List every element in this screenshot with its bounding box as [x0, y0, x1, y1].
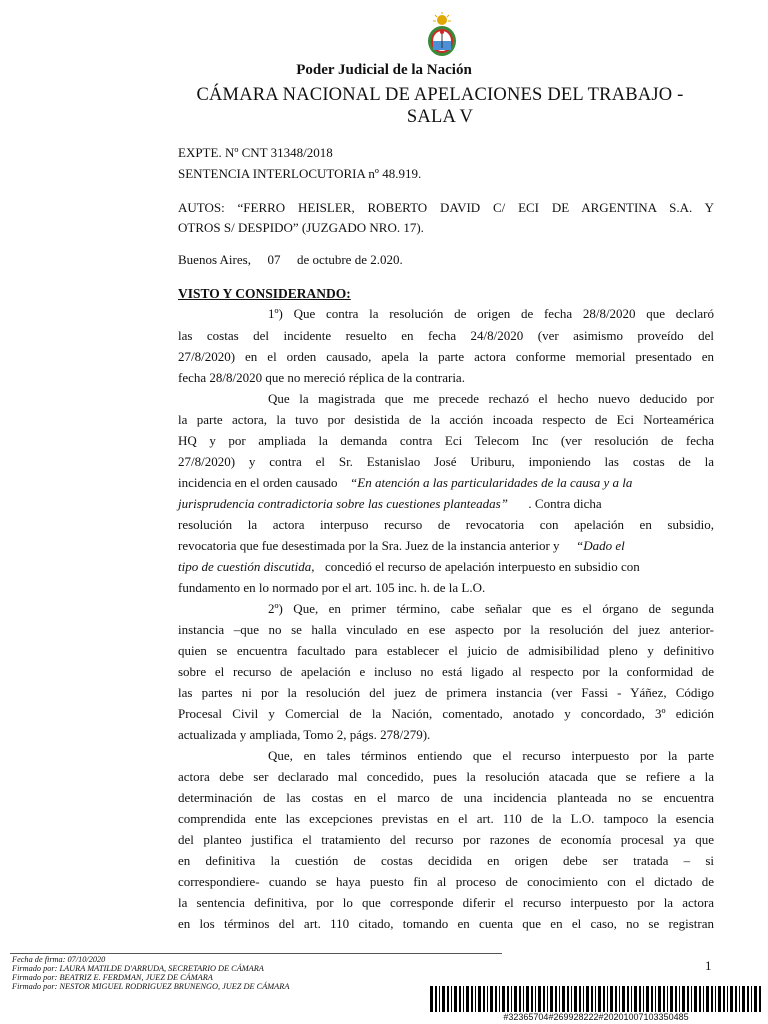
document-date — [178, 252, 403, 268]
body-text: revocatoria que fue desestimada por la Sra. Juez de la instancia anterior y — [178, 538, 560, 553]
body-line: las partes ni por la resolución del juez de primera instancia (ver Fassi - Yáñez, Código — [178, 685, 714, 700]
case-number: EXPTE. Nº CNT 31348/2018 — [178, 145, 333, 160]
page-number: 1 — [705, 958, 712, 973]
organization-name: Poder Judicial de la Nación — [296, 62, 472, 78]
quoted-text: jurisprudencia contradictoria sobre las cuestiones planteadas” — [178, 496, 508, 511]
signer-line: Firmado por: NESTOR MIGUEL RODRIGUEZ BRUNENGO, JUEZ DE CÁMARA — [12, 982, 290, 991]
body-line: instancia –que no se halla vinculado en ese aspecto por la resolución del juez anterior- — [178, 622, 714, 637]
barcode-number: #32365704#269928222#20201007103350485 — [503, 1012, 689, 1022]
quoted-text: “En atención a las particularidades de la causa y a la — [350, 475, 633, 490]
body-line: quien se encuentra facultado para establecer el juicio de admisibilidad pleno y definitivo — [178, 643, 714, 658]
date-month-year: de octubre de 2.020. — [296, 252, 403, 267]
date-city: Buenos Aires, — [178, 252, 251, 267]
body-line: Que, en tales términos entiendo que el recurso interpuesto por la parte — [268, 748, 714, 763]
body-line — [178, 475, 632, 491]
section-heading: VISTO Y CONSIDERANDO: — [178, 286, 351, 301]
sentence-number: SENTENCIA INTERLOCUTORIA nº 48.919. — [178, 166, 422, 181]
body-line: comprendida ente las excepciones previstas en el art. 110 de la L.O. tampoco la esencia — [178, 811, 714, 826]
footer-divider — [10, 953, 502, 954]
body-line: Procesal Civil y Comercial de la Nación, comentado, anotado y concordado, 3º edición — [178, 706, 714, 721]
body-line: 2º) Que, en primer término, cabe señalar que es el órgano de segunda — [268, 601, 714, 616]
court-name-line-1: CÁMARA NACIONAL DE APELACIONES DEL TRABAJO - — [196, 85, 684, 105]
body-line: fecha 28/8/2020 que no mereció réplica de la contraria. — [178, 370, 465, 385]
quoted-text: tipo de cuestión discutida, — [178, 559, 315, 574]
body-text: incidencia en el orden causado — [178, 475, 338, 490]
body-line: 27/8/2020) y contra el Sr. Estanislao José Uriburu, imponiendo las costas de la — [178, 454, 714, 469]
signer-line: Firmado por: LAURA MATILDE D'ARRUDA, SECRETARIO DE CÁMARA — [12, 964, 264, 973]
body-line: HQ y por ampliada la demanda contra Eci Telecom Inc (ver resolución de fecha — [178, 433, 714, 448]
body-line: en definitiva la cuestión de costas decidida en origen debe ser tratada – si — [178, 853, 714, 868]
court-name-line-2: SALA V — [406, 107, 474, 127]
body-line: sobre el recurso de apelación e incluso no está ligado al respecto por la conformidad de — [178, 664, 714, 679]
body-line: del planteo justifica el tratamiento del recurso por razones de economía procesal ya que — [178, 832, 714, 847]
autos-line-1: AUTOS: “FERRO HEISLER, ROBERTO DAVID C/ ECI DE ARGENTINA S.A. Y — [178, 200, 714, 215]
body-line — [178, 559, 640, 575]
court-name — [160, 84, 720, 128]
body-line: la sentencia definitiva, por lo que corresponde diferir el recurso interpuesto por la actora — [178, 895, 714, 910]
body-line — [178, 538, 625, 554]
body-line: actora debe ser declarado mal concedido, pues la resolución atacada que se refiere a la — [178, 769, 714, 784]
signature-date: Fecha de firma: 07/10/2020 — [12, 955, 106, 964]
signer-line: Firmado por: BEATRIZ E. FERDMAN, JUEZ DE CÁMARA — [12, 973, 213, 982]
barcode-image — [430, 986, 762, 1012]
body-line: 1º) Que contra la resolución de origen de fecha 28/8/2020 que declaró — [268, 306, 714, 321]
quoted-text: “Dado el — [576, 538, 625, 553]
body-line: resolución la actora interpuso recurso de revocatoria con apelación en subsidio, — [178, 517, 714, 532]
body-text: concedió el recurso de apelación interpuesto en subsidio con — [324, 559, 640, 574]
body-line: determinación de las costas en el marco de una incidencia planteada no se encuentra — [178, 790, 714, 805]
body-line: correspondiere- cuando se haya puesto fin al proceso de conocimiento con el dictado de — [178, 874, 714, 889]
coat-of-arms-icon — [425, 12, 459, 58]
body-line — [178, 496, 602, 512]
body-line: en los términos del art. 110 citado, tomando en cuenta que en el caso, no se registran — [178, 916, 714, 931]
autos-line-2: OTROS S/ DESPIDO” (JUZGADO NRO. 17). — [178, 220, 424, 235]
body-text: . Contra dicha — [528, 496, 602, 511]
body-line: 27/8/2020) en el orden causado, apela la parte actora conforme memorial presentado en — [178, 349, 714, 364]
body-line: las costas del incidente resuelto en fecha 24/8/2020 (ver asimismo proveído del — [178, 328, 714, 343]
body-line: actualizada y ampliada, Tomo 2, págs. 278/279). — [178, 727, 431, 742]
body-line: Que la magistrada que me precede rechazó el hecho nuevo deducido por — [268, 391, 714, 406]
body-line: la parte actora, la tuvo por desistida de la acción incoada respecto de Eci Norteamérica — [178, 412, 714, 427]
date-day: 07 — [267, 252, 281, 267]
body-line: fundamento en lo normado por el art. 105 inc. h. de la L.O. — [178, 580, 486, 595]
